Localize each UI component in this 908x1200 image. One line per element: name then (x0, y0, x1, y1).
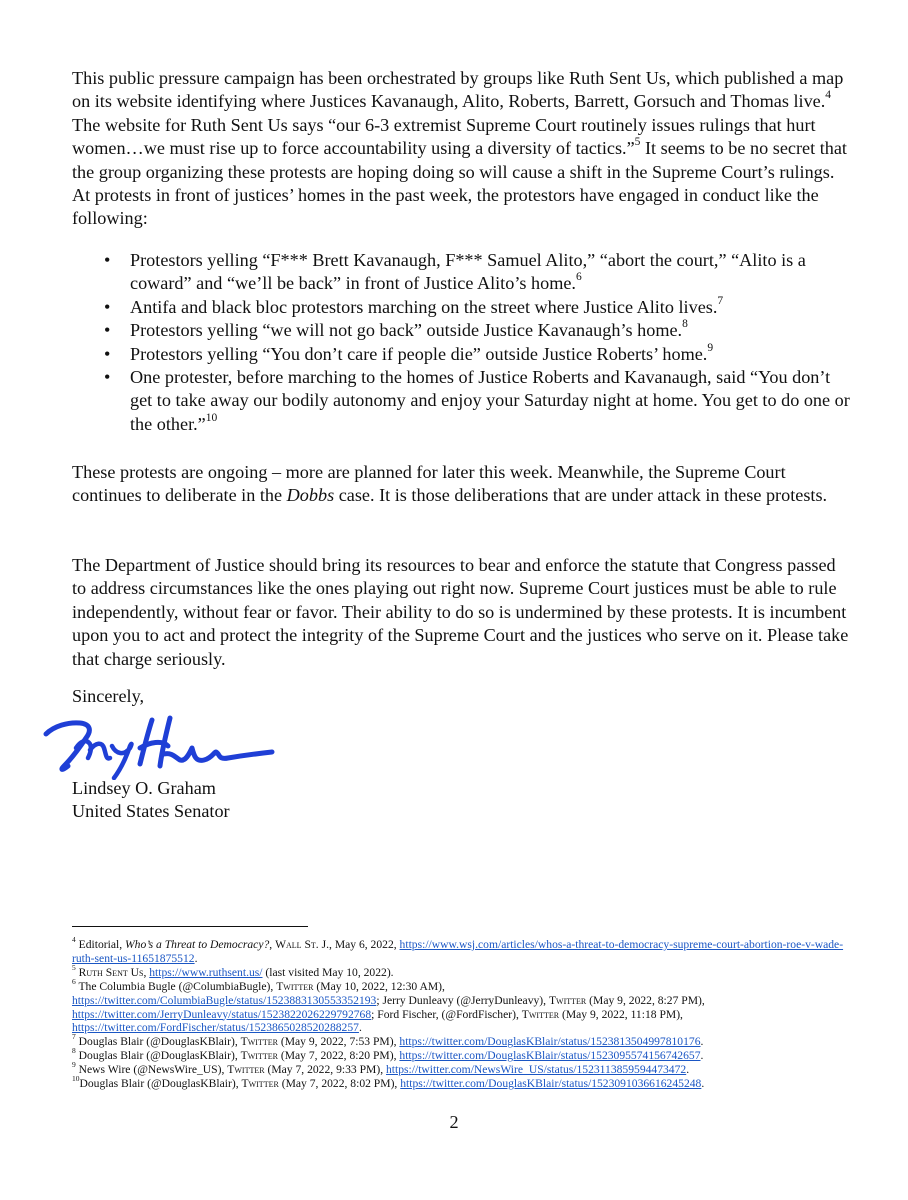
footnote-10: $^{10}$Douglas Blair (@DouglasKBlair), Twitter (May 7, 2022, 8:02 PM), https://twitter.com/DouglasKBlair/status/1523091036616245248. (72, 1074, 705, 1091)
footnote-ref-8[interactable]: 8 (682, 318, 688, 331)
bullet-icon: • (104, 367, 111, 388)
footnote-8: $^8$ Douglas Blair (@DouglasKBlair), Twitter (May 7, 2022, 8:20 PM), https://twitter.com/DouglasKBlair/status/1523095574156742657. (72, 1046, 704, 1063)
page-number: 2 (449, 1112, 459, 1132)
list-item-text: Protestors yelling “F*** Brett Kavanaugh, F*** Samuel Alito,” “abort the court,” “Alito is a coward” and “we’ll be back” in front of Justice Alito’s home. (130, 250, 806, 294)
footnote-ref-4[interactable]: 4 (825, 89, 832, 102)
list-item-text: Protestors yelling “You don’t care if people die” outside Justice Roberts’ home. (130, 343, 708, 364)
paragraph-intro (72, 67, 852, 231)
footnote-link[interactable]: https://twitter.com/DouglasKBlair/status/1523095574156742657 (399, 1049, 701, 1063)
footnote-ref-10[interactable]: 10 (205, 411, 218, 424)
paragraph-ongoing-text-b: case. It is those deliberations that are under attack in these protests. (334, 485, 828, 506)
footnote-divider (72, 926, 308, 927)
signature-image (40, 708, 280, 780)
footnote-link[interactable]: https://www.wsj.com/articles/whos-a-threat-to-democracy-supreme-court-abortion-roe-v-wade-ruth-sent-us-11651875512 (72, 938, 844, 965)
signer-title: United States Senator (72, 801, 230, 822)
paragraph-intro-text-a: This public pressure campaign has been orchestrated by groups like Ruth Sent Us, which published a map on its website identifying where Justices Kavanaugh, Alito, Roberts, Barrett, Gorsuch and Thomas live. (72, 68, 844, 112)
footnote-link[interactable]: https://twitter.com/NewsWire_US/status/1523113859594473472 (386, 1063, 687, 1077)
list-item-text: Protestors yelling “we will not go back” outside Justice Kavanaugh’s home. (130, 320, 683, 341)
footnote-link[interactable]: https://twitter.com/JerryDunleavy/status/1523822026229792768 (72, 1007, 372, 1021)
footnote-ref-5[interactable]: 5 (634, 136, 641, 149)
footnote-link[interactable]: https://twitter.com/DouglasKBlair/status/1523091036616245248 (400, 1077, 702, 1091)
footnote-link[interactable]: https://www.ruthsent.us/ (149, 965, 263, 979)
signature-block (72, 777, 230, 824)
footnote-ref-9[interactable]: 9 (707, 341, 714, 354)
footnote-ref-6[interactable]: 6 (575, 271, 582, 284)
list-item (72, 296, 852, 319)
signer-name: Lindsey O. Graham (72, 778, 216, 798)
footnote-9: $^9$ News Wire (@NewsWire_US), Twitter (May 7, 2022, 9:33 PM), https://twitter.com/NewsWire_US/status/1523113859594473472. (72, 1060, 690, 1077)
footnote-7: $^7$ Douglas Blair (@DouglasKBlair), Twitter (May 9, 2022, 7:53 PM), https://twitter.com/DouglasKBlair/status/1523813504997810176. (72, 1032, 704, 1049)
list-item-text: One protester, before marching to the homes of Justice Roberts and Kavanaugh, said “You don’t get to take away our bodily autonomy and enjoy your Saturday night at home. You get to do one or the other.” (130, 367, 850, 434)
footnote-6: $^6$ The Columbia Bugle (@ColumbiaBugle), Twitter (May 10, 2022, 12:30 AM), https://twitter.com/ColumbiaBugle/status/1523883130553352193; Jerry Dunleavy (@JerryDunleavy), Twitter (May 9, 2022, 8:27 PM), https://twitter.com/JerryDunleavy/status/1523822026229792768; Ford Fischer, (@FordFischer), Twitter (May 9, 2022, 11:18 PM), https://twitter.com/FordFischer/status/1523865028520288257. (72, 976, 705, 1035)
paragraph-ongoing-text-a: These protests are ongoing – more are planned for later this week. Meanwhile, the Supreme Court continues to deliberate in the (72, 462, 786, 506)
footnote-5: $^5$ Ruth Sent Us, https://www.ruthsent.us/ (last visited May 10, 2022). (72, 962, 394, 979)
paragraph-intro-text-b: The website for Ruth Sent Us says “our 6-3 extremist Supreme Court routinely issues rulings that hurt women…we must rise up to force accountability using a diversity of tactics.” (72, 114, 816, 159)
footnote-link[interactable]: https://twitter.com/ColumbiaBugle/status/1523883130553352193 (72, 993, 377, 1007)
bullet-icon: • (104, 296, 111, 317)
bullet-icon: • (104, 343, 111, 364)
footnotes (72, 935, 852, 1091)
footnote-ref-7[interactable]: 7 (717, 294, 724, 307)
paragraph-ongoing (72, 461, 852, 508)
list-item-text: Antifa and black bloc protestors marching on the street where Justice Alito lives. (130, 296, 718, 317)
paragraph-request: The Department of Justice should bring its resources to bear and enforce the statute that Congress passed to address circumstances like the ones playing out right now. Supreme Court justices must be able to rule independently, without fear or favor. Their ability to do so is undermined by these protests. It is incumbent upon you to act and protect the integrity of the Supreme Court and the justices who serve on it. Please take that charge seriously. (72, 555, 849, 669)
closing: Sincerely, (72, 686, 145, 706)
list-item (72, 343, 852, 366)
list-item (72, 249, 852, 296)
footnote-4: $^4$ Editorial, Who’s a Threat to Democracy?, Wall St. J., May 6, 2022, https://www.wsj.com/articles/whos-a-threat-to-democracy-supreme-court-abortion-roe-v-wade-ruth-sent-us-11651875512. (72, 935, 844, 965)
paragraph-intro-text-c: It seems to be no secret that the group organizing these protests are hoping doing so will cause a shift in the Supreme Court’s rulings. At protests in front of justices’ homes in the past week, the protestors have engaged in conduct like the following: (72, 138, 847, 229)
list-item (72, 366, 852, 436)
footnote-link[interactable]: https://twitter.com/FordFischer/status/1523865028520288257 (72, 1021, 359, 1035)
bullet-icon: • (104, 250, 111, 270)
protest-conduct-list (72, 249, 852, 436)
bullet-icon: • (104, 320, 111, 341)
footnote-link[interactable]: https://twitter.com/DouglasKBlair/status/1523813504997810176 (399, 1035, 701, 1049)
case-name: Dobbs (286, 485, 335, 506)
list-item (72, 319, 852, 342)
